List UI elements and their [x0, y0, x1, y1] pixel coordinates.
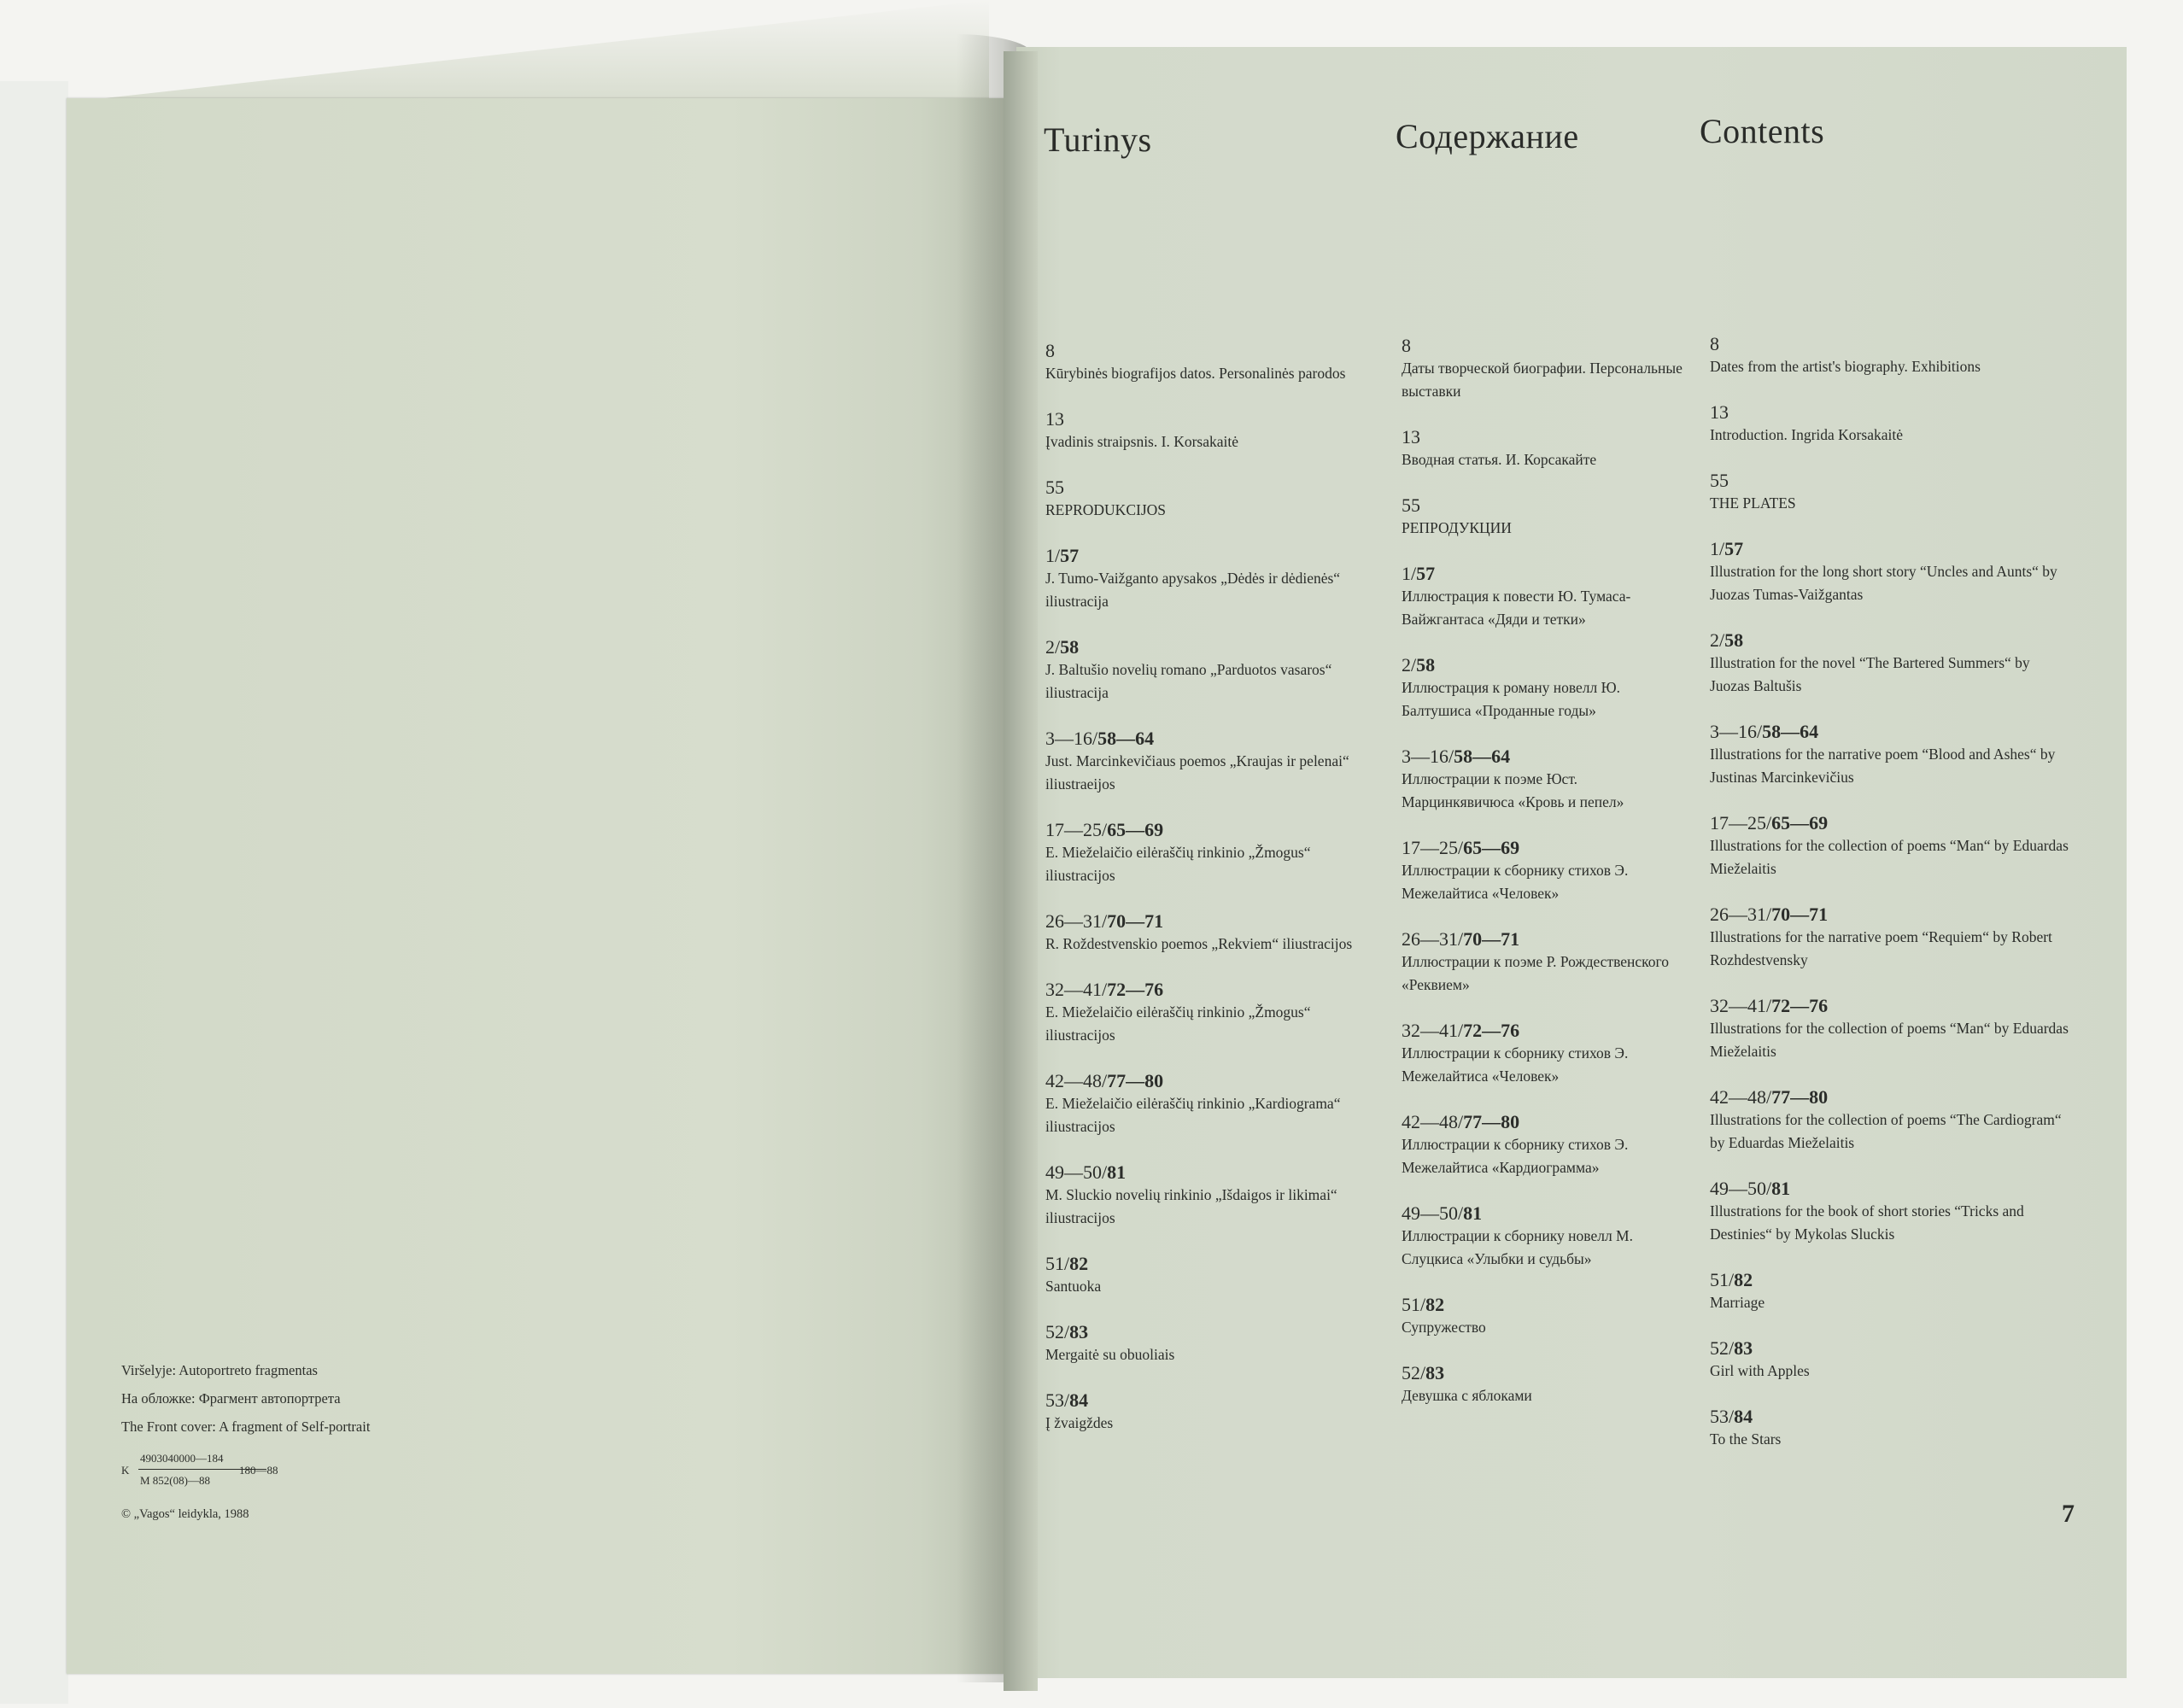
contents-entry — [1710, 1269, 2069, 1314]
entry-page-number — [1045, 408, 1375, 430]
entry-description: Illustrations for the collection of poems “The Cardiogram“ by Eduardas Mieželaitis — [1710, 1111, 2062, 1151]
contents-entry — [1402, 426, 1688, 471]
entry-description: Illustrations for the narrative poem “Blood and Ashes“ by Justinas Marcinkevičius — [1710, 746, 2056, 786]
contents-entry — [1710, 812, 2069, 880]
entry-description: Illustration for the long short story “Uncles and Aunts“ by Juozas Tumas-Vaižgantas — [1710, 563, 2057, 603]
contents-entry — [1710, 629, 2069, 698]
entry-page-bold: 84 — [1069, 1389, 1089, 1411]
entry-page-number — [1402, 1202, 1688, 1225]
entry-plate-number: 17—25/ — [1402, 837, 1464, 858]
heading-ru: Содержание — [1396, 117, 1579, 155]
entry-plate-number: 49—50/ — [1045, 1161, 1108, 1183]
entry-plate-number: 26—31/ — [1402, 928, 1464, 950]
entry-page-number — [1045, 728, 1375, 750]
entry-plate-number: 2/ — [1402, 654, 1417, 676]
entry-description: Иллюстрации к сборнику новелл М. Слуцкиса «Улыбки и судьбы» — [1402, 1227, 1633, 1267]
entry-description: Даты творческой биографии. Персональные выставки — [1402, 360, 1683, 400]
entry-plate-number: 55 — [1710, 470, 1729, 491]
entry-description: Marriage — [1710, 1294, 1765, 1311]
entry-description: Illustration for the novel “The Bartered Summers“ by Juozas Baltušis — [1710, 654, 2030, 694]
entry-description: Illustrations for the narrative poem “Requiem“ by Robert Rozhdestvensky — [1710, 928, 2052, 968]
entry-description: Mergaitė su obuoliais — [1045, 1346, 1175, 1363]
entry-page-number — [1402, 837, 1688, 859]
contents-entry — [1402, 837, 1688, 905]
entry-description: Иллюстрации к поэме Р. Рождественского «Реквием» — [1402, 953, 1670, 993]
entry-description: To the Stars — [1710, 1430, 1782, 1448]
entry-page-number — [1710, 333, 2069, 355]
contents-entry — [1045, 979, 1375, 1047]
page-left-curl — [67, 0, 989, 102]
entry-plate-number: 13 — [1710, 401, 1729, 423]
contents-entry — [1402, 494, 1688, 540]
contents-entry — [1710, 1406, 2069, 1451]
entry-description: Девушка с яблоками — [1402, 1387, 1532, 1404]
entry-page-number — [1045, 545, 1375, 567]
entry-plate-number: 51/ — [1045, 1253, 1070, 1274]
entry-page-number — [1710, 1269, 2069, 1291]
entry-page-bold: 65—69 — [1771, 812, 1829, 834]
entry-plate-number: 51/ — [1402, 1294, 1426, 1315]
entry-page-number — [1045, 636, 1375, 658]
entry-plate-number: 52/ — [1402, 1362, 1426, 1383]
entry-description: Illustrations for the collection of poems “Man“ by Eduardas Mieželaitis — [1710, 837, 2069, 877]
entry-plate-number: 13 — [1402, 426, 1420, 447]
entry-page-number — [1402, 494, 1688, 517]
entry-plate-number: 17—25/ — [1710, 812, 1772, 834]
entry-page-number — [1045, 1070, 1375, 1092]
entry-page-bold: 84 — [1734, 1406, 1753, 1427]
entry-page-bold: 82 — [1734, 1269, 1753, 1290]
entry-page-bold: 77—80 — [1771, 1086, 1829, 1108]
entry-description: J. Tumo-Vaižganto apysakos „Dėdės ir dėdienės“ iliustracija — [1045, 570, 1341, 610]
catalog-code-bottom: M 852(08)—88 — [140, 1474, 210, 1487]
contents-entry — [1710, 995, 2069, 1063]
entry-description: E. Mieželaičio eilėraščių rinkinio „Kardiograma“ iliustracijos — [1045, 1095, 1341, 1135]
entry-page-bold: 77—80 — [1463, 1111, 1520, 1132]
contents-entry — [1402, 928, 1688, 997]
entry-page-bold: 58 — [1060, 636, 1080, 658]
entry-description: Dates from the artist's biography. Exhibitions — [1710, 358, 1981, 375]
entry-plate-number: 55 — [1045, 477, 1064, 498]
entry-page-number — [1402, 1111, 1688, 1133]
entry-plate-number: 1/ — [1710, 538, 1725, 559]
entry-page-bold: 58 — [1416, 654, 1436, 676]
entry-plate-number: 26—31/ — [1710, 904, 1772, 925]
entry-page-number — [1045, 819, 1375, 841]
entry-page-bold: 58 — [1724, 629, 1744, 651]
entry-plate-number: 51/ — [1710, 1269, 1735, 1290]
contents-entry — [1402, 746, 1688, 814]
entry-description: Иллюстрация к повести Ю. Тумаса-Вайжгантаса «Дяди и тетки» — [1402, 588, 1631, 628]
copyright: © „Vagos“ leidykla, 1988 — [121, 1507, 249, 1521]
contents-entry — [1045, 728, 1375, 796]
contents-entry — [1710, 1337, 2069, 1383]
entry-page-bold: 57 — [1724, 538, 1744, 559]
entry-plate-number: 42—48/ — [1402, 1111, 1464, 1132]
entry-plate-number: 26—31/ — [1045, 910, 1108, 932]
entry-plate-number: 3—16/ — [1045, 728, 1098, 749]
entry-description: Santuoka — [1045, 1278, 1102, 1295]
entry-page-number — [1710, 538, 2069, 560]
entry-plate-number: 49—50/ — [1402, 1202, 1464, 1224]
cover-note-en: The Front cover: A fragment of Self-portrait — [121, 1418, 371, 1435]
entry-page-number — [1402, 654, 1688, 676]
cover-note-lt: Viršelyje: Autoportreto fragmentas — [121, 1362, 318, 1378]
entry-page-number — [1402, 335, 1688, 357]
entry-plate-number: 17—25/ — [1045, 819, 1108, 840]
entry-page-bold: 82 — [1069, 1253, 1089, 1274]
entry-plate-number: 32—41/ — [1710, 995, 1772, 1016]
contents-entry — [1710, 401, 2069, 447]
contents-entry — [1045, 1389, 1375, 1435]
entry-description: M. Sluckio novelių rinkinio „Išdaigos ir likimai“ iliustracijos — [1045, 1186, 1337, 1226]
catalog-code-right: 180—88 — [239, 1464, 278, 1477]
entry-page-number — [1710, 629, 2069, 652]
entry-page-number — [1402, 746, 1688, 768]
entry-description: РЕПРОДУКЦИИ — [1402, 519, 1512, 536]
entry-page-bold: 72—76 — [1107, 979, 1164, 1000]
entry-page-number — [1402, 1020, 1688, 1042]
entry-page-number — [1402, 426, 1688, 448]
entry-page-number — [1045, 477, 1375, 499]
contents-entry — [1402, 563, 1688, 631]
contents-entry — [1045, 1253, 1375, 1298]
entry-plate-number: 1/ — [1045, 545, 1061, 566]
entry-description: Иллюстрация к роману новелл Ю. Балтушиса «Проданные годы» — [1402, 679, 1620, 719]
contents-column-lt — [1045, 340, 1375, 1458]
catalog-code-top: 4903040000—184 — [140, 1452, 224, 1465]
heading-en: Contents — [1700, 112, 1825, 150]
entry-plate-number: 49—50/ — [1710, 1178, 1772, 1199]
entry-page-number — [1710, 995, 2069, 1017]
entry-page-number — [1402, 928, 1688, 951]
entry-page-number — [1402, 1294, 1688, 1316]
entry-page-number — [1710, 1086, 2069, 1108]
entry-description: E. Mieželaičio eilėraščių rinkinio „Žmogus“ iliustracijos — [1045, 844, 1311, 884]
entry-plate-number: 8 — [1710, 333, 1719, 354]
entry-description: THE PLATES — [1710, 494, 1796, 512]
entry-page-bold: 58—64 — [1097, 728, 1155, 749]
entry-page-bold: 58—64 — [1454, 746, 1511, 767]
entry-description: E. Mieželaičio eilėraščių rinkinio „Žmogus“ iliustracijos — [1045, 1003, 1311, 1044]
entry-description: Супружество — [1402, 1319, 1486, 1336]
contents-entry — [1045, 636, 1375, 705]
contents-entry — [1045, 819, 1375, 887]
entry-plate-number: 52/ — [1045, 1321, 1070, 1342]
entry-page-number — [1402, 1362, 1688, 1384]
contents-entry — [1045, 545, 1375, 613]
contents-entry — [1045, 1070, 1375, 1138]
entry-page-bold: 70—71 — [1107, 910, 1164, 932]
entry-plate-number: 8 — [1045, 340, 1055, 361]
entry-page-number — [1710, 812, 2069, 834]
entry-plate-number: 42—48/ — [1045, 1070, 1108, 1091]
entry-page-number — [1710, 1406, 2069, 1428]
entry-plate-number: 53/ — [1710, 1406, 1735, 1427]
entry-page-bold: 72—76 — [1463, 1020, 1520, 1041]
cover-note-ru: На обложке: Фрагмент автопортрета — [121, 1390, 341, 1407]
entry-plate-number: 42—48/ — [1710, 1086, 1772, 1108]
catalog-code-prefix: K — [121, 1464, 130, 1477]
book-gutter — [1004, 51, 1038, 1691]
entry-plate-number: 8 — [1402, 335, 1411, 356]
contents-entry — [1710, 1178, 2069, 1246]
entry-plate-number: 2/ — [1710, 629, 1725, 651]
entry-description: Illustrations for the collection of poems “Man“ by Eduardas Mieželaitis — [1710, 1020, 2069, 1060]
entry-page-bold: 83 — [1425, 1362, 1445, 1383]
entry-description: Illustrations for the book of short stories “Tricks and Destinies“ by Mykolas Sluckis — [1710, 1202, 2024, 1243]
entry-page-number — [1402, 563, 1688, 585]
page-number: 7 — [2062, 1500, 2075, 1528]
contents-entry — [1710, 333, 2069, 378]
entry-page-bold: 70—71 — [1463, 928, 1520, 950]
entry-page-number — [1045, 979, 1375, 1001]
entry-page-bold: 57 — [1416, 563, 1436, 584]
entry-plate-number: 53/ — [1045, 1389, 1070, 1411]
entry-page-number — [1045, 1161, 1375, 1184]
contents-column-ru — [1402, 335, 1688, 1430]
entry-description: Вводная статья. И. Корсакайте — [1402, 451, 1597, 468]
entry-plate-number: 1/ — [1402, 563, 1417, 584]
heading-lt: Turinys — [1044, 120, 1152, 159]
contents-entry — [1045, 477, 1375, 522]
entry-description: Girl with Apples — [1710, 1362, 1810, 1379]
entry-description: Иллюстрации к сборнику стихов Э. Межелайтиса «Человек» — [1402, 862, 1629, 902]
entry-page-number — [1045, 1253, 1375, 1275]
entry-page-bold: 81 — [1463, 1202, 1483, 1224]
entry-description: Kūrybinės biografijos datos. Personalinės parodos — [1045, 365, 1346, 382]
entry-page-bold: 81 — [1771, 1178, 1791, 1199]
contents-column-en — [1710, 333, 2069, 1474]
contents-entry — [1045, 1161, 1375, 1230]
contents-entry — [1402, 1362, 1688, 1407]
contents-entry — [1710, 470, 2069, 515]
entry-page-number — [1710, 721, 2069, 743]
entry-description: Introduction. Ingrida Korsakaitė — [1710, 426, 1903, 443]
entry-plate-number: 3—16/ — [1710, 721, 1763, 742]
entry-description: Just. Marcinkevičiaus poemos „Kraujas ir pelenai“ iliustraeijos — [1045, 752, 1349, 793]
entry-page-bold: 57 — [1060, 545, 1080, 566]
contents-entry — [1710, 1086, 2069, 1155]
entry-page-bold: 83 — [1734, 1337, 1753, 1359]
entry-page-number — [1045, 1389, 1375, 1412]
backdrop — [0, 81, 68, 1704]
entry-plate-number: 3—16/ — [1402, 746, 1454, 767]
entry-page-bold: 70—71 — [1771, 904, 1829, 925]
contents-entry — [1710, 721, 2069, 789]
entry-plate-number: 52/ — [1710, 1337, 1735, 1359]
entry-description: Įvadinis straipsnis. I. Korsakaitė — [1045, 433, 1238, 450]
entry-description: Иллюстрации к сборнику стихов Э. Межелайтиса «Человек» — [1402, 1044, 1629, 1085]
contents-entry — [1402, 1111, 1688, 1179]
entry-page-number — [1045, 910, 1375, 933]
entry-page-number — [1045, 1321, 1375, 1343]
entry-page-bold: 83 — [1069, 1321, 1089, 1342]
entry-page-bold: 82 — [1425, 1294, 1445, 1315]
contents-entry — [1402, 1294, 1688, 1339]
entry-page-number — [1710, 470, 2069, 492]
entry-description: R. Roždestvenskio poemos „Rekviem“ iliustracijos — [1045, 935, 1353, 952]
entry-description: REPRODUKCIJOS — [1045, 501, 1166, 518]
entry-description: Į žvaigždes — [1045, 1414, 1114, 1431]
entry-page-number — [1710, 401, 2069, 424]
contents-entry — [1402, 654, 1688, 722]
contents-entry — [1710, 538, 2069, 606]
entry-page-bold: 77—80 — [1107, 1070, 1164, 1091]
entry-description: Иллюстрации к поэме Юст. Марцинкявичюса «Кровь и пепел» — [1402, 770, 1624, 810]
entry-page-bold: 65—69 — [1107, 819, 1164, 840]
entry-page-bold: 58—64 — [1762, 721, 1819, 742]
entry-page-bold: 72—76 — [1771, 995, 1829, 1016]
entry-description: Иллюстрации к сборнику стихов Э. Межелайтиса «Кардиограмма» — [1402, 1136, 1629, 1176]
contents-entry — [1402, 1020, 1688, 1088]
contents-entry — [1402, 335, 1688, 403]
entry-page-number — [1710, 1337, 2069, 1360]
contents-entry — [1710, 904, 2069, 972]
entry-page-bold: 81 — [1107, 1161, 1127, 1183]
entry-plate-number: 55 — [1402, 494, 1420, 516]
contents-entry — [1402, 1202, 1688, 1271]
entry-plate-number: 32—41/ — [1402, 1020, 1464, 1041]
entry-plate-number: 2/ — [1045, 636, 1061, 658]
entry-page-number — [1710, 1178, 2069, 1200]
contents-entry — [1045, 408, 1375, 453]
colophon — [121, 1356, 370, 1441]
entry-page-number — [1710, 904, 2069, 926]
contents-entry — [1045, 910, 1375, 956]
entry-page-number — [1045, 340, 1375, 362]
entry-page-bold: 65—69 — [1463, 837, 1520, 858]
contents-entry — [1045, 1321, 1375, 1366]
entry-plate-number: 32—41/ — [1045, 979, 1108, 1000]
contents-entry — [1045, 340, 1375, 385]
entry-description: J. Baltušio novelių romano „Parduotos vasaros“ iliustracija — [1045, 661, 1332, 701]
entry-plate-number: 13 — [1045, 408, 1064, 430]
